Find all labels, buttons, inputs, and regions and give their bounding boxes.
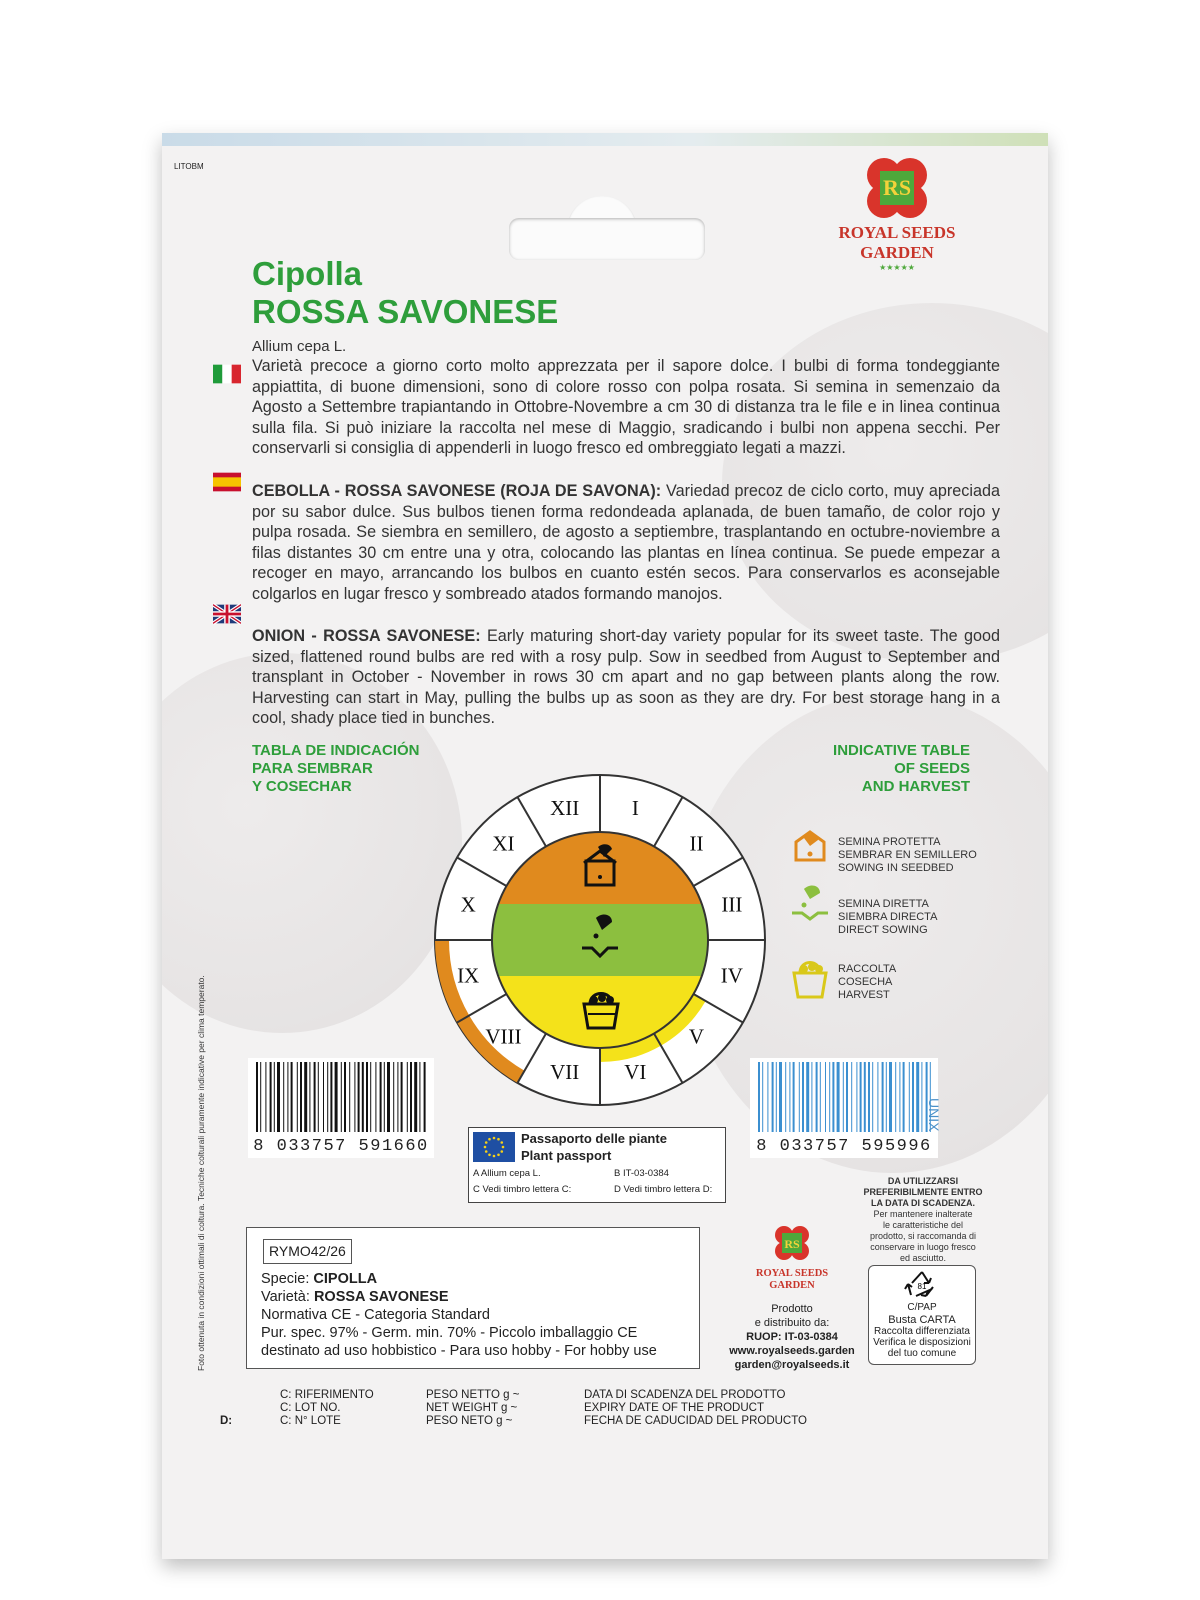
clover-logo-icon	[812, 153, 982, 223]
barcode-bar	[912, 1062, 914, 1132]
month-label: XI	[492, 831, 515, 856]
eu-star	[488, 1153, 491, 1156]
footer-line: PESO NETTO g ~	[426, 1389, 520, 1401]
hanger-hole	[509, 218, 705, 260]
barcode-bar	[265, 1062, 266, 1132]
barcode-bar	[860, 1062, 862, 1132]
product-code: RYMO42/26	[263, 1239, 352, 1264]
eu-star	[497, 1153, 500, 1156]
barcode-bar	[789, 1062, 790, 1132]
barcode-bar	[414, 1062, 417, 1132]
barcode-bar	[785, 1062, 786, 1132]
description-english	[252, 626, 1000, 729]
legend-item-seedbed	[838, 836, 988, 875]
table-title-es-line: PARA SEMBRAR	[252, 760, 373, 777]
footer-line: C: N° LOTE	[280, 1415, 341, 1427]
eu-star	[485, 1150, 488, 1153]
distributor-line: e distribuito da:	[754, 1317, 830, 1329]
passport-field-a: A Allium cepa L.	[473, 1168, 541, 1179]
product-genus: Cipolla	[252, 255, 363, 292]
footer-line: EXPIRY DATE OF THE PRODUCT	[584, 1402, 764, 1414]
month-label: XII	[550, 796, 580, 821]
table-title-english	[782, 742, 970, 796]
barcode-bar	[820, 1062, 821, 1132]
barcode-bar	[397, 1062, 398, 1132]
barcode-bar	[327, 1062, 328, 1132]
barcode-bar	[851, 1062, 852, 1132]
expiry-note	[848, 1176, 998, 1264]
barcode-bar	[767, 1062, 768, 1132]
barcode-bar	[341, 1062, 342, 1132]
footer-line: C: RIFERIMENTO	[280, 1389, 374, 1401]
brand-name-line2: GARDEN	[860, 243, 934, 262]
barcode-bar	[277, 1062, 280, 1132]
legend-line: SEMBRAR EN SEMILLERO	[838, 849, 977, 861]
eu-star	[502, 1146, 505, 1149]
legend-line: HARVEST	[838, 989, 890, 1001]
month-label: I	[631, 796, 639, 821]
product-variety: ROSSA SAVONESE	[252, 293, 559, 330]
barcode-right	[750, 1058, 938, 1158]
barcode-bar	[349, 1062, 350, 1132]
month-label: III	[721, 892, 743, 917]
footer-col-weight	[426, 1389, 519, 1428]
footer-line: DATA DI SCADENZA DEL PRODOTTO	[584, 1389, 786, 1401]
eu-star	[484, 1146, 487, 1149]
distributor-link[interactable]: www.royalseeds.garden	[729, 1345, 855, 1357]
expiry-note-line: conservare in luogo fresco	[870, 1242, 976, 1252]
legend-line: SIEMBRA DIRECTA	[838, 911, 938, 923]
barcode-bar	[283, 1062, 284, 1132]
passport-field-c: C Vedi timbro lettera C:	[473, 1184, 572, 1195]
barcode-bar	[256, 1062, 258, 1132]
barcode-bar	[380, 1062, 382, 1132]
barcode-bar	[330, 1062, 332, 1132]
barcode-bar	[802, 1062, 804, 1132]
barcode-bar	[287, 1062, 288, 1132]
barcode-bar	[300, 1062, 302, 1132]
barcode-bar	[799, 1062, 800, 1132]
expiry-note-line: PREFERIBILMENTE ENTRO	[863, 1187, 983, 1197]
month-label: VII	[550, 1059, 580, 1084]
direct-sowing-band	[492, 904, 708, 976]
seed-packet-back	[162, 133, 1048, 1559]
side-note: Foto ottenuta in condizioni ottimali di coltura. Tecniche colturali puramente indicative per clima temperato.	[196, 975, 206, 1371]
distributor-line: Prodotto	[771, 1303, 813, 1315]
month-label: VI	[624, 1059, 647, 1084]
eu-star	[485, 1141, 488, 1144]
table-title-en-line: INDICATIVE TABLE	[833, 742, 970, 759]
legend-line: RACCOLTA	[838, 963, 897, 975]
barcode-bar	[291, 1062, 293, 1132]
barcode-bar	[903, 1062, 905, 1132]
table-title-en-line: OF SEEDS	[894, 760, 970, 777]
barcode-bar	[387, 1062, 390, 1132]
barcode-bar	[856, 1062, 857, 1132]
barcode-bar	[393, 1062, 394, 1132]
recycling-box	[868, 1265, 976, 1365]
barcode-bar	[270, 1062, 272, 1132]
description-es-lead: CEBOLLA - ROSSA SAVONESE (ROJA DE SAVONA):	[252, 482, 662, 500]
passport-field-d: D Vedi timbro lettera D:	[614, 1184, 713, 1195]
barcode-bar	[837, 1062, 840, 1132]
barcode-bar	[776, 1062, 777, 1132]
eu-star	[500, 1150, 503, 1153]
footer-col-expiry	[584, 1389, 807, 1428]
printer-code: LITOBM	[174, 162, 204, 171]
top-strip	[162, 133, 1048, 146]
recycle-icon	[902, 1269, 942, 1299]
barcode-bar	[375, 1062, 376, 1132]
barcode-bar	[366, 1062, 368, 1132]
recycle-line: Verifica le disposizioni	[873, 1337, 971, 1348]
footer-col-reference	[280, 1389, 374, 1428]
small-brand-line2: GARDEN	[769, 1280, 815, 1291]
info-specie	[261, 1270, 377, 1289]
barcode-left	[248, 1058, 434, 1158]
barcode-bar	[793, 1062, 795, 1132]
month-label: IX	[457, 963, 480, 988]
brand-name-line1: ROYAL SEEDS	[838, 223, 956, 242]
recycle-title: Busta CARTA	[888, 1314, 956, 1326]
barcode-bar	[916, 1062, 919, 1132]
description-en-text: Early maturing short-day variety popular for its sweet taste. The good sized, flattened round bulbs are red with a rosy pulp. Sow in seedbed from August to September and transplant in October - November in rows 30 cm apart and no gap between plants along the row. Harvesting can start in May, pulling the bulbs up as soon as they are dry. For best storage hang in a cool, shady place tied in bunches.	[252, 627, 1000, 728]
barcode-bar	[899, 1062, 900, 1132]
direct-sowing-icon	[792, 885, 828, 921]
description-spanish	[252, 481, 1000, 605]
barcode-bar	[889, 1062, 892, 1132]
description-en-lead: ONION - ROSSA SAVONESE:	[252, 627, 481, 645]
barcode-right-number: 8 033757 595996	[756, 1137, 932, 1156]
eu-star	[488, 1138, 491, 1141]
legend-line: DIRECT SOWING	[838, 924, 928, 936]
info-specie-label: Specie:	[261, 1271, 314, 1287]
barcode-left-number: 8 033757 591660	[253, 1137, 429, 1156]
sowing-calendar-wheel	[392, 728, 792, 1108]
barcode-bar	[401, 1062, 403, 1132]
barcode-bar	[318, 1062, 319, 1132]
info-usage: destinato ad uso hobbistico - Para uso hobby - For hobby use	[261, 1343, 657, 1359]
month-label: VIII	[485, 1024, 522, 1049]
barcode-bar	[362, 1062, 364, 1132]
recycle-line: Raccolta differenziata	[874, 1326, 970, 1337]
expiry-note-line: prodotto, si raccomanda di	[869, 1231, 977, 1241]
barcode-bar	[762, 1062, 763, 1132]
barcode-bar	[297, 1062, 298, 1132]
barcode-bar	[335, 1062, 338, 1132]
small-brand-line1: ROYAL SEEDS	[755, 1268, 829, 1279]
table-title-es-line: TABLA DE INDICACIÓN	[252, 742, 420, 759]
barcode-bar	[304, 1062, 307, 1132]
barcode-bar	[344, 1062, 346, 1132]
expiry-note-line: ed asciutto.	[899, 1253, 947, 1263]
eu-star	[493, 1137, 496, 1140]
svg-text:RS: RS	[882, 175, 912, 200]
wheel-center	[492, 832, 708, 1048]
month-label: IV	[720, 963, 743, 988]
barcode-bar	[407, 1062, 408, 1132]
table-title-en-line: AND HARVEST	[861, 778, 970, 795]
barcode-bar	[806, 1062, 809, 1132]
description-it-text: Varietà precoce a giorno corto molto apprezzata per il sapore dolce. I bulbi di forma tondeggiante appiattita, di buone dimensioni, sono di colore rosso con polpa rosata. Si semina in semenzaio da Agosto a Settembre trapiantando in Ottobre-Novembre a cm 30 di distanza tra le file e in linea continua sulla fila. Si può iniziare la raccolta nel mese di Maggio, sradicando i bulbi non appena secchi. Per conservarli si consiglia di appenderli in luogo fresco ed ombreggiato legati a mazzi.	[252, 357, 1000, 458]
barcode-bar	[846, 1062, 848, 1132]
harvest-basket-icon	[790, 957, 830, 999]
barcode-bar	[816, 1062, 818, 1132]
legend-line: SEMINA DIRETTA	[838, 898, 929, 910]
barcode-bar	[419, 1062, 420, 1132]
barcode-right-label: UNIX	[926, 1098, 942, 1132]
clover-logo-icon	[722, 1223, 862, 1263]
barcode-bar	[829, 1062, 830, 1132]
latin-name: Allium cepa L.	[252, 338, 347, 355]
distributor-block	[722, 1223, 862, 1372]
recycle-material: C/PAP	[907, 1302, 937, 1313]
brand-stars: ★★★★★	[879, 263, 915, 272]
barcode-bar	[825, 1062, 826, 1132]
seedbed-sowing-icon	[792, 828, 828, 864]
barcode-bar	[843, 1062, 844, 1132]
barcode-bar	[832, 1062, 834, 1132]
info-varieta-value: ROSSA SAVONESE	[313, 1289, 449, 1305]
barcode-bar	[370, 1062, 371, 1132]
legend-line: COSECHA	[838, 976, 893, 988]
barcode-bar	[410, 1062, 412, 1132]
eu-flag-icon	[473, 1132, 515, 1162]
uk-flag-icon	[213, 603, 241, 625]
barcode-bar	[872, 1062, 873, 1132]
barcode-bar	[779, 1062, 782, 1132]
eu-star	[497, 1138, 500, 1141]
product-info-box	[246, 1227, 700, 1369]
legend-line: SEMINA PROTETTA	[838, 836, 941, 848]
barcode-bar	[909, 1062, 910, 1132]
info-regulation: Normativa CE - Categoria Standard	[261, 1307, 490, 1323]
barcode-bars	[248, 1058, 434, 1134]
passport-title-en: Plant passport	[521, 1148, 612, 1163]
legend-item-harvest	[838, 963, 988, 1002]
footer-line: C: LOT NO.	[280, 1402, 341, 1414]
svg-text:RS: RS	[784, 1237, 800, 1251]
barcode-bar	[811, 1062, 812, 1132]
expiry-note-line: Per mantenere inalterate	[873, 1209, 973, 1219]
barcode-bar	[323, 1062, 324, 1132]
distributor-text	[722, 1302, 862, 1372]
barcode-bar	[309, 1062, 310, 1132]
month-label: II	[689, 831, 704, 856]
barcode-bar	[886, 1062, 887, 1132]
eu-star	[500, 1141, 503, 1144]
passport-field-b: B IT-03-0384	[614, 1168, 669, 1179]
barcode-bar	[358, 1062, 360, 1132]
barcode-bar	[758, 1062, 760, 1132]
info-varieta-label: Varietà:	[261, 1289, 314, 1305]
barcode-bar	[921, 1062, 922, 1132]
legend-item-direct	[838, 898, 988, 937]
expiry-note-line: DA UTILIZZARSI	[887, 1176, 959, 1186]
barcode-bar	[424, 1062, 426, 1132]
brand-logo	[812, 153, 982, 273]
footer-line: PESO NETO g ~	[426, 1415, 513, 1427]
eu-star	[493, 1155, 496, 1158]
barcode-bar	[877, 1062, 878, 1132]
distributor-email[interactable]: garden@royalseeds.it	[734, 1359, 850, 1371]
barcode-bars	[750, 1058, 938, 1134]
recycle-line: del tuo comune	[887, 1348, 957, 1359]
italy-flag-icon	[213, 363, 241, 385]
barcode-bar	[882, 1062, 884, 1132]
barcode-bar	[260, 1062, 261, 1132]
barcode-bar	[868, 1062, 870, 1132]
distributor-line: RUOP: IT-03-0384	[746, 1331, 838, 1343]
info-varieta	[261, 1288, 449, 1307]
barcode-bar	[354, 1062, 355, 1132]
info-specie-value: CIPOLLA	[313, 1271, 378, 1287]
plant-passport	[468, 1127, 726, 1203]
month-label: V	[688, 1024, 705, 1049]
barcode-bar	[772, 1062, 774, 1132]
description-es-text: Variedad precoz de ciclo corto, muy apreciada por su sabor dulce. Sus bulbos tienen forma redondeada aplanada, de buen tamaño, de color rojo y pulpa rosada. Se siembra en semillero, de agosto a septiembre, trasplantando en octubre-noviembre a filas distantes 30 cm entre una y otra, colocando las plantas en línea continua. Se puede empezar a recoger en mayo, arrancando los bulbos en cuanto estén secos. Para conservarlos es aconsejable colgarlos en lugar fresco y sombreado atados formando manojos.	[252, 482, 1000, 603]
month-label: X	[460, 892, 476, 917]
expiry-note-line: le caratteristiche del	[882, 1220, 964, 1230]
spain-flag-icon	[213, 471, 241, 493]
barcode-bar	[895, 1062, 896, 1132]
description-italian	[252, 356, 1000, 459]
table-title-es-line: Y COSECHAR	[252, 778, 352, 795]
barcode-bar	[314, 1062, 316, 1132]
barcode-bar	[384, 1062, 385, 1132]
info-purity: Pur. spec. 97% - Germ. min. 70% - Piccolo imballaggio CE	[261, 1325, 638, 1341]
footer-d-label: D:	[220, 1415, 233, 1427]
barcode-bar	[274, 1062, 275, 1132]
passport-title-it: Passaporto delle piante	[521, 1131, 667, 1146]
legend-line: SOWING IN SEEDBED	[838, 862, 954, 874]
recycle-code: 81	[917, 1282, 927, 1291]
footer-line: NET WEIGHT g ~	[426, 1402, 518, 1414]
footer-line: FECHA DE CADUCIDAD DEL PRODUCTO	[584, 1415, 808, 1427]
expiry-note-line: LA DATA DI SCADENZA.	[871, 1198, 975, 1208]
barcode-bar	[864, 1062, 866, 1132]
